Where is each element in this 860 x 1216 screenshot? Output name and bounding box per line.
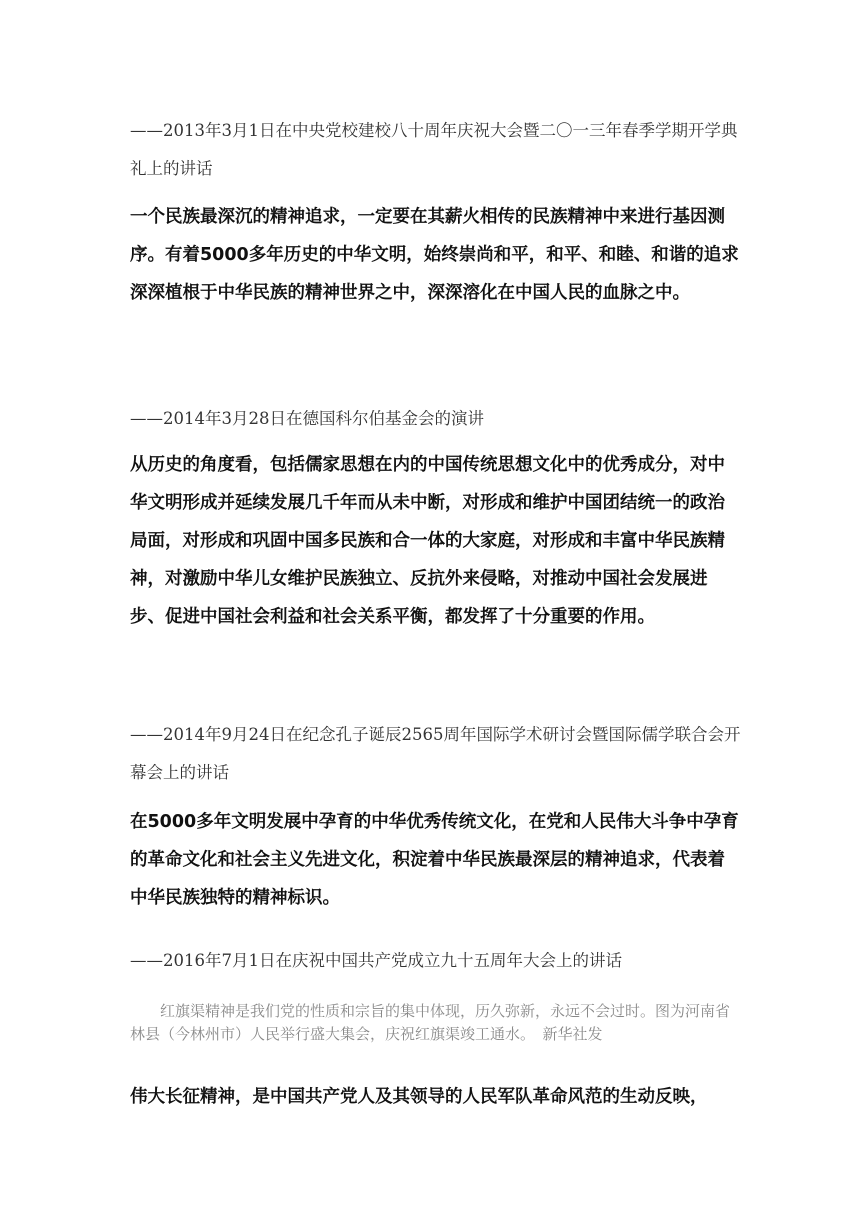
quote-paragraph-2: 从历史的角度看，包括儒家思想在内的中国传统思想文化中的优秀成分，对中华文明形成并延续发展几千年而从未中断，对形成和维护中国团结统一的政治局面，对形成和巩固中国多民族和合一体的大家庭，对形成和丰富中华民族精神，对激励中华儿女维护民族独立、反抗外来侵略，对推动中国社会发展进步、促进中国社会利益和社会关系平衡，都发挥了十分重要的作用。 bbox=[130, 455, 725, 627]
quote-paragraph-4: 伟大长征精神，是中国共产党人及其领导的人民军队革命风范的生动反映， bbox=[130, 1087, 708, 1107]
photo-caption: 红旗渠精神是我们党的性质和宗旨的集中体现，历久弥新，永远不会过时。图为河南省林县（今林州市）人民举行盛大集会，庆祝红旗渠竣工通水。 新华社发 bbox=[130, 1002, 731, 1043]
source-citation-2014-september: ——2014年9月24日在纪念孔子诞辰2565周年国际学术研讨会暨国际儒学联合会开幕会上的讲话 bbox=[130, 725, 741, 782]
quote-paragraph-3: 在5000多年文明发展中孕育的中华优秀传统文化，在党和人民伟大斗争中孕育的革命文化和社会主义先进文化，积淀着中华民族最深层的精神追求，代表着中华民族独特的精神标识。 bbox=[130, 812, 739, 908]
source-citation-2014-march: ——2014年3月28日在德国科尔伯基金会的演讲 bbox=[130, 409, 484, 428]
source-citation-2016: ——2016年7月1日在庆祝中国共产党成立九十五周年大会上的讲话 bbox=[130, 951, 622, 970]
source-citation-2013: ——2013年3月1日在中央党校建校八十周年庆祝大会暨二〇一三年春季学期开学典礼上的讲话 bbox=[130, 121, 738, 178]
quote-paragraph-1: 一个民族最深沉的精神追求，一定要在其薪火相传的民族精神中来进行基因测序。有着5000多年历史的中华文明，始终崇尚和平，和平、和睦、和谐的追求深深植根于中华民族的精神世界之中，深深溶化在中国人民的血脉之中。 bbox=[130, 207, 739, 303]
